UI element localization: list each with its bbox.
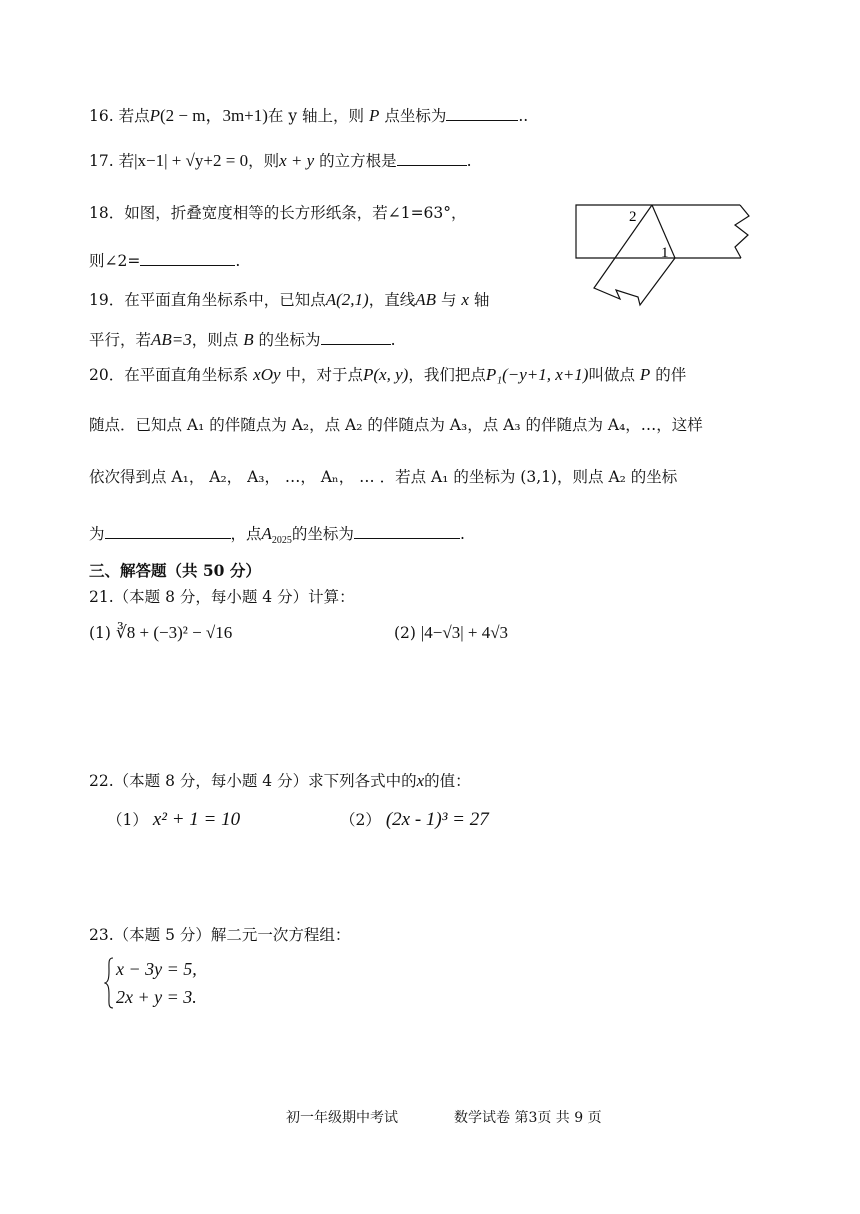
q16-end: .. xyxy=(518,107,529,125)
q16-mid: 在 y 轴上，则 xyxy=(267,107,365,125)
q17-target: x + y xyxy=(279,151,315,170)
question-18-line1: 18．如图，折叠宽度相等的长方形纸条，若∠1=63°， xyxy=(89,204,467,222)
question-19-line1 xyxy=(89,291,489,309)
question-19-line2 xyxy=(89,329,396,349)
question-20-line3: 依次得到点 A₁， A₂， A₃， …， Aₙ， … ．若点 A₁ 的坐标为 (3,1)，则点 A₂ 的坐标 xyxy=(89,468,678,486)
q19-prefix: 19．在平面直角坐标系中，已知点 xyxy=(89,291,326,309)
system-brace xyxy=(104,957,114,1009)
q17-suffix: 的立方根是 xyxy=(319,152,397,170)
q16-p: P xyxy=(368,106,380,125)
question-22-header xyxy=(89,772,471,790)
question-22-part2 xyxy=(340,810,489,829)
q22-p2-expr: (2x - 1)³ = 27 xyxy=(385,809,489,830)
q20-l1-e: 的伴 xyxy=(655,366,687,384)
q21-p1-label: (1) xyxy=(89,624,111,642)
question-16 xyxy=(89,105,528,125)
q19-end2: . xyxy=(390,331,396,349)
question-17 xyxy=(89,150,472,170)
q16-suffix: 点坐标为 xyxy=(384,107,447,125)
q22-header-b: 的值： xyxy=(424,772,471,790)
q19-line-name: AB xyxy=(415,290,436,309)
q18-end: . xyxy=(235,252,241,270)
q19-cond: AB=3 xyxy=(151,330,192,349)
q17-answer-blank[interactable] xyxy=(397,150,467,166)
strip-torn-edge xyxy=(735,205,749,258)
q17-end: . xyxy=(466,152,472,170)
q20-l4-a: 为 xyxy=(89,525,105,543)
q17-prefix: 17. 若 xyxy=(89,152,135,170)
q19-mid2: 与 xyxy=(440,291,457,309)
question-20-line1 xyxy=(89,366,686,384)
q20-l1-p: P xyxy=(639,365,651,384)
q20-l1-a: 20．在平面直角坐标系 xyxy=(89,366,249,384)
q20-l4-b: ，点 xyxy=(230,525,262,543)
q20-l4-sub: 2025 xyxy=(271,535,292,547)
q17-expr: |x−1| + √y+2 = 0 xyxy=(134,151,249,170)
q19-line2-prefix: 平行，若 xyxy=(89,331,152,349)
q19-point: A(2,1) xyxy=(325,290,369,309)
question-21-part2 xyxy=(394,624,508,642)
q22-p1-expr: x² + 1 = 10 xyxy=(152,809,241,830)
q16-coords: (2 − m，3m+1) xyxy=(159,106,268,125)
q20-answer-blank-2[interactable] xyxy=(354,523,460,539)
q19-answer-blank[interactable] xyxy=(321,329,391,345)
q20-p1: P₁(−y+1, x+1) xyxy=(485,365,589,384)
question-20-line2: 随点．已知点 A₁ 的伴随点为 A₂，点 A₂ 的伴随点为 A₃，点 A₃ 的伴随点为 A₄，…，这样 xyxy=(89,416,703,434)
q16-answer-blank[interactable] xyxy=(446,105,518,121)
strip-outline xyxy=(576,205,741,258)
q19-b: B xyxy=(243,330,254,349)
q23-equation-1: x − 3y = 5, xyxy=(116,959,197,979)
q22-p1-label: （1） xyxy=(107,811,148,829)
q20-l4-c: 的坐标为 xyxy=(291,525,354,543)
q21-p2-label: (2) xyxy=(394,624,416,642)
q19-end1: 轴 xyxy=(473,291,490,309)
q19-line2-mid: ，则点 xyxy=(191,331,239,349)
q17-mid: ，则 xyxy=(248,152,280,170)
q20-l1-c: ，我们把点 xyxy=(408,366,486,384)
question-20-line4 xyxy=(89,523,465,546)
angle-1-label: 1 xyxy=(661,245,669,261)
question-22-part1 xyxy=(107,810,240,829)
q20-p: P(x, y) xyxy=(363,365,409,384)
q18-answer-blank[interactable] xyxy=(140,250,235,266)
q23-equation-2: 2x + y = 3. xyxy=(116,987,197,1007)
footer-exam-name: 初一年级期中考试 xyxy=(286,1110,398,1126)
q20-l4-an: A xyxy=(261,524,272,543)
angle-2-label: 2 xyxy=(629,209,637,225)
q20-l4-end: . xyxy=(459,525,465,543)
q16-point-name: P xyxy=(149,106,160,125)
question-23-header: 23.（本题 5 分）解二元一次方程组： xyxy=(89,926,351,944)
section-3-title: 三、解答题（共 50 分） xyxy=(89,561,261,580)
q21-p2-expr: |4−√3| + 4√3 xyxy=(420,623,509,642)
q19-mid: ，直线 xyxy=(368,291,416,309)
folded-strip-figure xyxy=(572,202,772,317)
folded-flap xyxy=(594,258,675,305)
q18-line2-prefix: 则∠2= xyxy=(89,252,141,270)
q20-l1-b: 中，对于点 xyxy=(285,366,363,384)
q22-x: x xyxy=(416,771,425,790)
q20-answer-blank-1[interactable] xyxy=(105,523,231,539)
q22-header-a: 22.（本题 8 分，每小题 4 分）求下列各式中的 xyxy=(89,772,417,790)
q20-xoy: xOy xyxy=(253,365,281,384)
q21-p1-expr: ∛8 + (−3)² − √16 xyxy=(115,623,233,642)
question-21-header: 21.（本题 8 分，每小题 4 分）计算： xyxy=(89,588,355,606)
q19-axis: x xyxy=(461,290,469,309)
question-18-line2 xyxy=(89,250,240,270)
q19-line2-suffix: 的坐标为 xyxy=(258,331,321,349)
question-21-part1 xyxy=(89,624,232,642)
q22-p2-label: （2） xyxy=(340,811,381,829)
q16-prefix: 16. 若点 xyxy=(89,107,150,125)
q20-l1-d: 叫做点 xyxy=(588,366,635,384)
footer-page-info: 数学试卷 第3页 共 9 页 xyxy=(454,1110,602,1126)
